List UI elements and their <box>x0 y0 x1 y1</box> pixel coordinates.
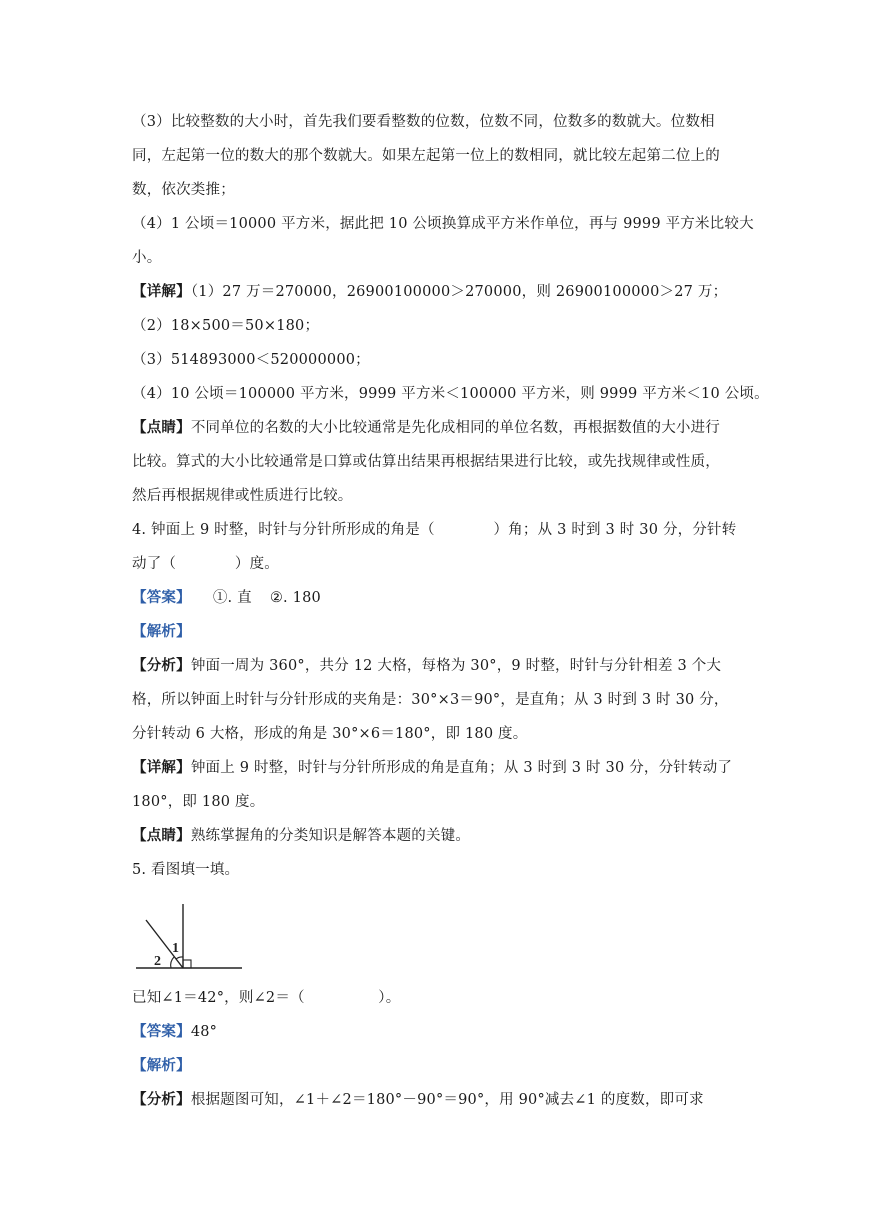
angle-1-arc <box>176 957 183 959</box>
analysis-line-1 <box>132 656 742 676</box>
answer-tag: 【答案】 <box>132 1023 191 1040</box>
answer-1: ①. 直 <box>212 590 252 606</box>
answer-text: 48° <box>190 1024 218 1040</box>
analysis-line <box>132 622 742 642</box>
comment-line <box>132 826 742 846</box>
analysis-line-1 <box>132 1090 742 1110</box>
text-line: 分针转动 6 大格，形成的角是 30°×6＝180°，即 180 度。 <box>132 726 528 742</box>
text-line: 然后再根据规律或性质进行比较。 <box>132 488 353 504</box>
answer-line <box>132 588 742 608</box>
detail-text: （1）27 万＝270000，26900100000＞270000，则 26900100000＞27 万； <box>190 284 728 300</box>
angle-2-label: 2 <box>154 954 161 969</box>
analysis-tag: 【解析】 <box>132 623 191 640</box>
detail-text: 钟面上 9 时整，时针与分针所形成的角是直角；从 3 时到 3 时 30 分，分针转动了 <box>190 760 733 776</box>
analysis-tag: 【解析】 <box>132 1057 191 1074</box>
comment-text: 熟练掌握角的分类知识是解答本题的关键。 <box>190 828 471 844</box>
angle-1-label: 1 <box>172 941 179 956</box>
text-line: 格，所以钟面上时针与分针形成的夹角是：30°×3＝90°，是直角；从 3 时到 3 时 30 分， <box>132 692 729 708</box>
comment-line <box>132 418 742 438</box>
angle-2-arc <box>171 957 174 968</box>
detail-tag: 【详解】 <box>132 759 191 776</box>
analysis-line <box>132 1056 742 1076</box>
text-line: （2）18×500＝50×180； <box>132 318 320 334</box>
text-line: 数，依次类推； <box>132 182 235 198</box>
question-5-title: 5. 看图填一填。 <box>132 862 240 878</box>
answer-line <box>132 1022 742 1042</box>
angle-figure <box>132 902 247 982</box>
detail-line <box>132 282 742 302</box>
text-line: 小。 <box>132 250 162 266</box>
fenxi-text: 钟面一周为 360°，共分 12 大格，每格为 30°，9 时整，时针与分针相差 3 个大 <box>190 658 722 674</box>
comment-text: 不同单位的名数的大小比较通常是先化成相同的单位名数，再根据数值的大小进行 <box>190 420 721 436</box>
question-4-line-1: 4. 钟面上 9 时整，时针与分针所形成的角是（ ）角；从 3 时到 3 时 30 分，分针转 <box>132 522 737 538</box>
fenxi-tag: 【分析】 <box>132 657 191 674</box>
text-line: 比较。算式的大小比较通常是口算或估算出结果再根据结果进行比较，或先找规律或性质， <box>132 454 720 470</box>
given-line: 已知∠1＝42°，则∠2＝（ ）。 <box>132 990 401 1006</box>
text-line: （3）514893000＜520000000； <box>132 352 370 368</box>
text-line: （4）1 公顷＝10000 平方米，据此把 10 公顷换算成平方米作单位，再与 9999 平方米比较大 <box>132 216 754 232</box>
text-line: （4）10 公顷＝100000 平方米，9999 平方米＜100000 平方米，则 9999 平方米＜10 公顷。 <box>132 386 769 402</box>
text-line: （3）比较整数的大小时，首先我们要看整数的位数，位数不同，位数多的数就大。位数相 <box>132 114 715 130</box>
question-4-line-2: 动了（ ）度。 <box>132 556 279 572</box>
comment-tag: 【点睛】 <box>132 419 191 436</box>
text-line: 180°，即 180 度。 <box>132 794 265 810</box>
answer-tag: 【答案】 <box>132 589 191 606</box>
fenxi-text: 根据题图可知，∠1＋∠2＝180°－90°＝90°，用 90°减去∠1 的度数，即可求 <box>190 1092 704 1108</box>
answer-2: ②. 180 <box>269 590 321 606</box>
text-line: 同，左起第一位的数大的那个数就大。如果左起第一位上的数相同，就比较左起第二位上的 <box>132 148 720 164</box>
right-angle-marker <box>183 960 191 968</box>
detail-line <box>132 758 742 778</box>
comment-tag: 【点睛】 <box>132 827 191 844</box>
fenxi-tag: 【分析】 <box>132 1091 191 1108</box>
detail-tag: 【详解】 <box>132 283 191 300</box>
